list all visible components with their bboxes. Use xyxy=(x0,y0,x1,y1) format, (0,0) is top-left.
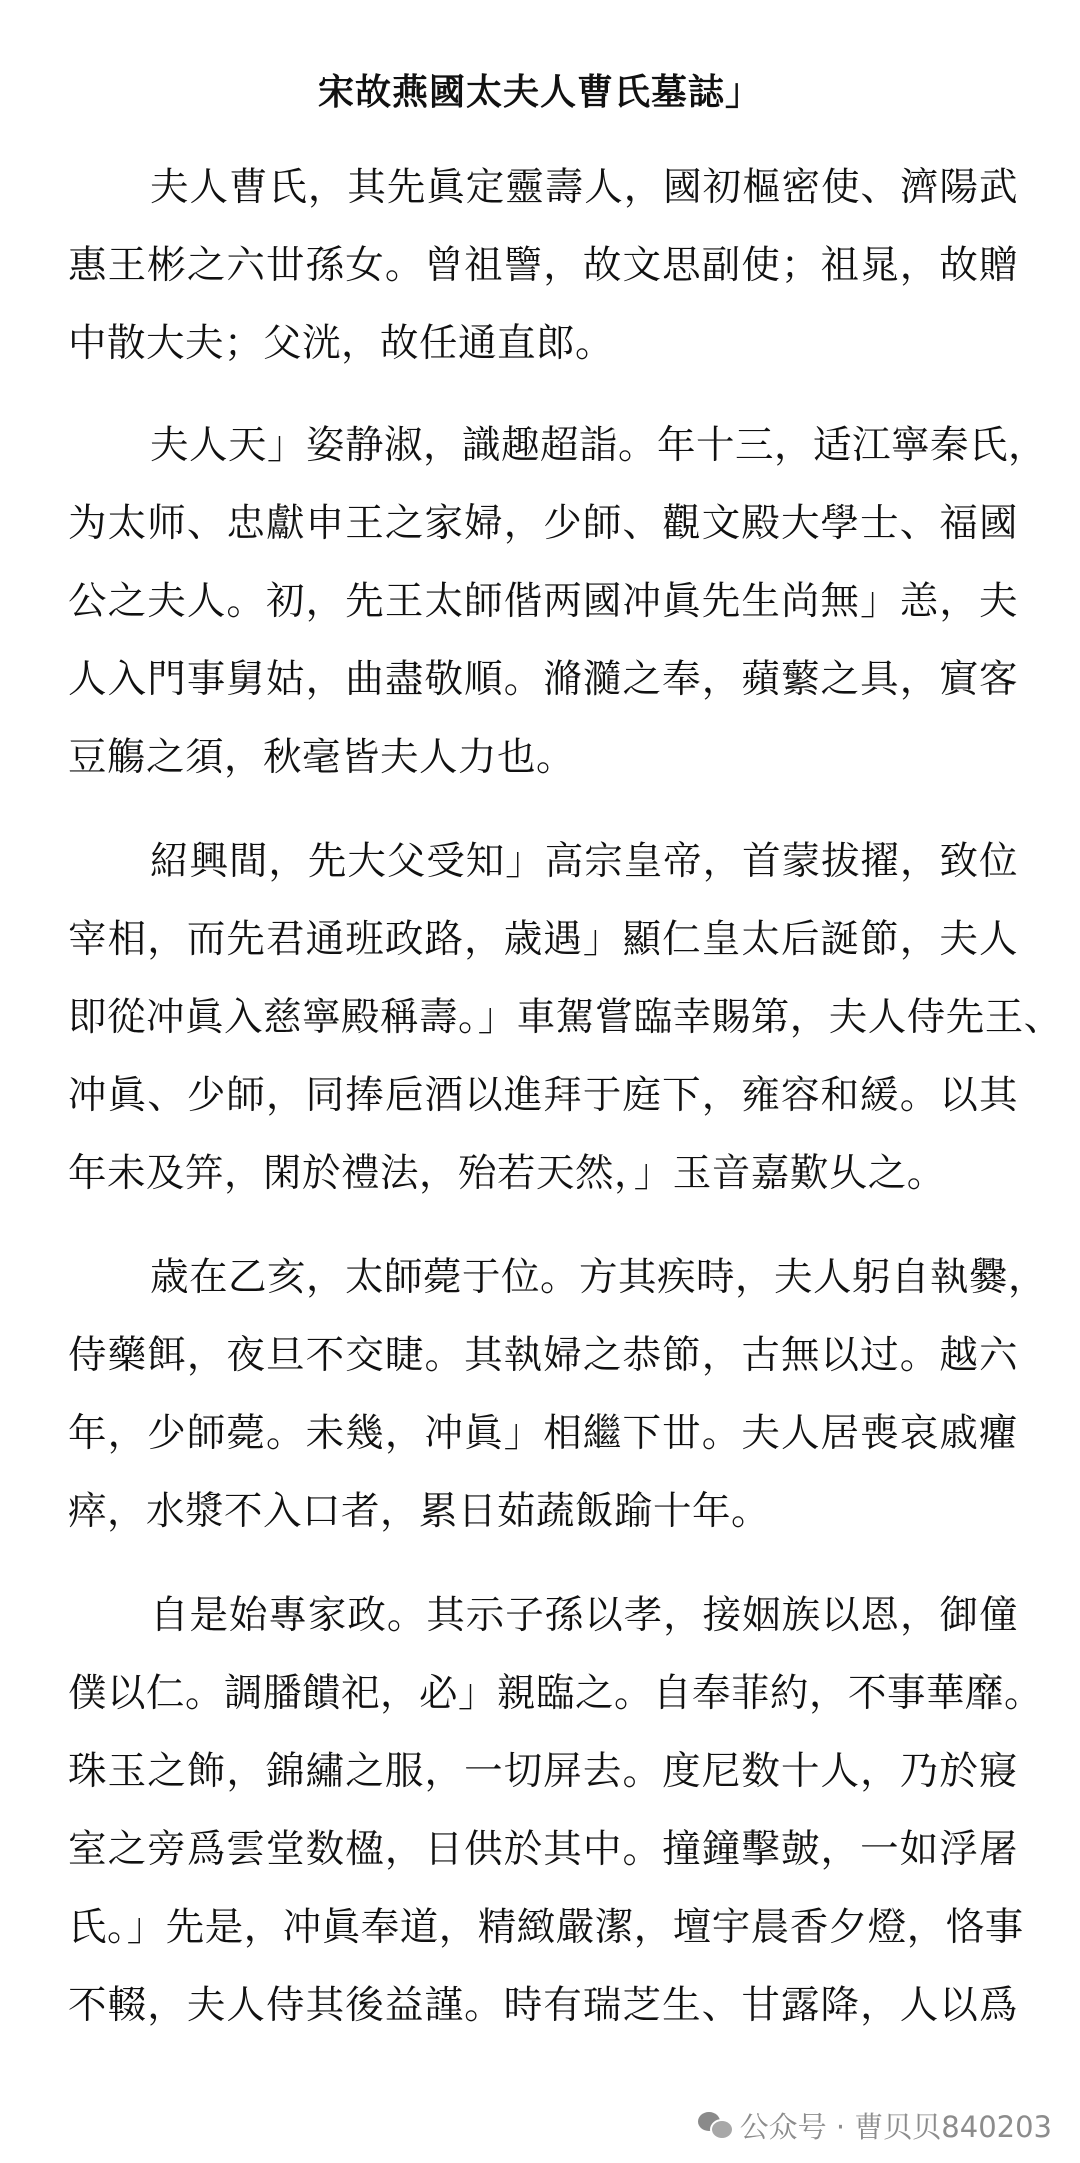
text-line: 年，少師薨。未幾，冲眞」相繼下丗。夫人居喪哀戚癯 xyxy=(68,1411,1018,1456)
text-line: 为太师、忠獻申王之家婦，少師、觀文殿大學士、福國 xyxy=(68,501,1018,546)
text-line: 惠王彬之六丗孫女。曾祖譼，故文思副使；祖晁，故贈 xyxy=(68,243,1018,288)
text-line: 中散大夫；父洸，故任通直郎。 xyxy=(68,321,615,366)
text-line: 公之夫人。初，先王太師偕两國冲眞先生尚無」恙，夫 xyxy=(68,579,1018,624)
watermark-text: 公众号 · 曹贝贝840203 xyxy=(739,2109,1052,2144)
text-line: 不輟，夫人侍其後益謹。時有瑞芝生、甘露降，人以爲 xyxy=(68,1983,1018,2028)
text-line: 冲眞、少師，同捧巵酒以進拜于庭下，雍容和緩。以其 xyxy=(68,1073,1018,1118)
text-line: 自是始專家政。其示子孫以孝，接姻族以恩，御僮 xyxy=(150,1593,1018,1638)
account-watermark xyxy=(692,2100,1058,2150)
text-line: 室之旁爲雲堂数楹，日供於其中。撞鐘擊皷，一如浮屠 xyxy=(68,1827,1018,1872)
text-line: 侍藥餌，夜旦不交睫。其執婦之恭節，古無以过。越六 xyxy=(68,1333,1018,1378)
text-line: 瘁，水漿不入口者，累日茹蔬飯踰十年。 xyxy=(68,1489,771,1534)
text-line: 夫人天」姿静淑，識趣超詣。年十三，适江寧秦氏， xyxy=(150,423,1048,468)
text-line: 人入門事舅姑，曲盡敬順。滫瀡之奉，蘋蘩之具，賔客 xyxy=(68,657,1018,702)
text-line: 歳在乙亥，太師薨于位。方其疾時，夫人躬自執爨， xyxy=(150,1255,1048,1300)
epitaph-title: 宋故燕國太夫人曹氏墓誌」 xyxy=(317,72,762,113)
text-line: 紹興間，先大父受知」高宗皇帝，首蒙拔擢，致位 xyxy=(150,839,1018,884)
text-line: 珠玉之飾，錦繡之服，一切屏去。度尼数十人，乃於寢 xyxy=(68,1749,1018,1794)
wechat-icon xyxy=(698,2110,732,2140)
text-line: 氏。」先是，冲眞奉道，精緻嚴潔，壇宇晨香夕燈，恪事 xyxy=(68,1905,1024,1950)
text-line: 年未及笄，閑於禮法，殆若天然，」玉音嘉歎乆之。 xyxy=(68,1151,946,1196)
text-line: 僕以仁。調膰饋祀，必」親臨之。自奉菲約，不事華靡。 xyxy=(68,1671,1044,1716)
text-line: 宰相，而先君通班政路，歳遇」顯仁皇太后誕節，夫人 xyxy=(68,917,1018,962)
text-line: 即從冲眞入慈寧殿稱壽。」車駕嘗臨幸賜第，夫人侍先王、 xyxy=(68,995,1063,1040)
text-line: 豆觴之須，秋毫皆夫人力也。 xyxy=(68,735,576,780)
text-line: 夫人曹氏，其先眞定靈壽人，國初樞密使、濟陽武 xyxy=(150,165,1018,210)
